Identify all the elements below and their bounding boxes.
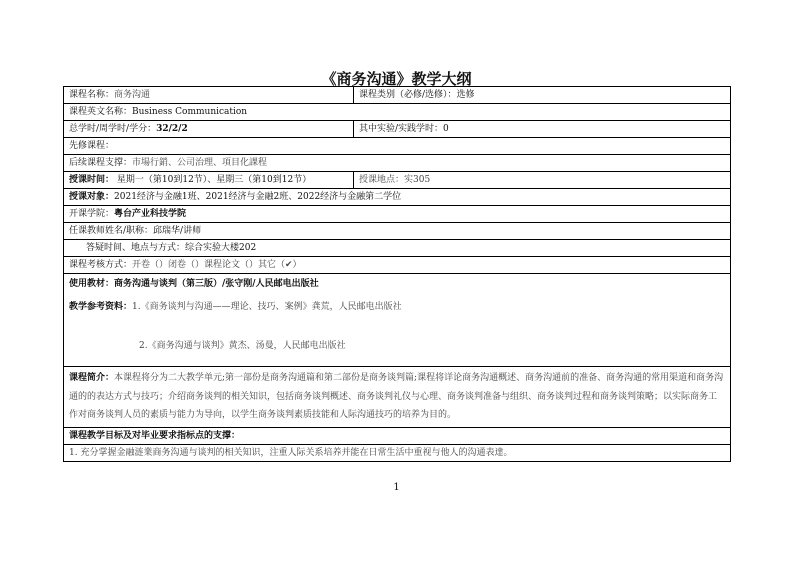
field-label: 先修课程：	[69, 141, 115, 151]
objective-item: 1. 充分掌握金融涟業商务沟通与谈判的相关知识，注重人际关系培养并能在日常生活中重视与他人的沟通表達。	[64, 444, 731, 461]
target-value: 2021经济与金融1班、2021经济与金融2班、2022经济与金融第二学位	[114, 192, 402, 202]
field-label: 开课学院：	[69, 209, 115, 219]
assessment-cell	[64, 257, 731, 274]
field-label: 其中实验/实践学时：	[359, 124, 444, 134]
hours-value: 32/2/2	[156, 124, 188, 134]
prerequisite-cell	[64, 138, 731, 155]
office-hours-cell	[64, 240, 731, 257]
intro-cell	[64, 367, 731, 428]
table-row	[64, 206, 731, 223]
field-label: 总学时/周学时/学分：	[69, 124, 157, 134]
intro-value: 本课程将分为二大教学单元;第一部份是商务沟通篇和第二部份是商务谈判篇;课程将详论商务沟通概述、商务沟通前的准备、商务沟通的常用渠道和商务沟通的的表达方式与技巧；介绍商务谈判的相关知识，包括商务谈判概述、商务谈判礼仪与心理、商务谈判准备与组织、商务谈判过程和商务谈判策略；以实际商务工作对商务谈判人员的素质与能力为导向，以学生商务谈判素质技能和人际沟通技巧的培养为目的。	[69, 373, 724, 420]
target-cell	[64, 189, 731, 206]
materials-cell	[64, 274, 731, 367]
objectives-title-cell: 课程教学目标及对毕业要求指标点的支撑：	[64, 427, 731, 444]
time-value: 星期一（第10到12节）、星期三（第10到12节）	[116, 175, 312, 185]
field-label: 课程英文名称：	[69, 107, 133, 117]
table-row	[64, 444, 731, 461]
table-row	[64, 274, 731, 367]
lab-hours-cell	[354, 121, 731, 138]
reference-item: 1.《商务谈判与沟通——理论、技巧、案例》龚荒，人民邮电出版社	[132, 302, 402, 312]
field-label: 课程名称：	[69, 90, 115, 100]
field-label: 授课时间：	[69, 175, 115, 185]
page-number: 1	[393, 482, 400, 493]
assessment-value: 开卷（）闭卷（）课程论文（）其它（✔）	[132, 260, 302, 270]
table-row	[64, 155, 731, 172]
english-name-cell	[64, 104, 731, 121]
field-label: 课程考核方式：	[69, 260, 133, 270]
teacher-cell	[64, 223, 731, 240]
field-label: 使用教材：	[69, 279, 115, 289]
course-name-value: 商务沟通	[114, 90, 151, 100]
table-row	[64, 427, 731, 444]
field-label: 教学参考资料：	[69, 302, 133, 312]
table-row	[64, 257, 731, 274]
table-row	[64, 189, 731, 206]
course-type-value: 选修	[456, 90, 475, 100]
table-row	[64, 87, 731, 104]
field-label: 授课对象：	[69, 192, 115, 202]
table-row	[64, 104, 731, 121]
field-label: 后续课程支撑：	[69, 158, 133, 168]
time-cell	[64, 172, 354, 189]
field-label: 课程简介：	[69, 373, 115, 383]
textbook-value: 商务沟通与谈判（第三版）/张守刚/人民邮电出版社	[114, 279, 319, 289]
reference-item: 2.《商务沟通与谈判》黄杰、汤曼，人民邮电出版社	[139, 341, 346, 351]
college-value: 粤台产业科技学院	[114, 209, 187, 219]
table-row	[64, 367, 731, 428]
english-name-value: Business Communication	[132, 107, 248, 117]
references-line	[69, 299, 725, 316]
hours-cell	[64, 121, 354, 138]
field-label: 课程类别（必修/选修）：	[359, 90, 457, 100]
field-label: 答疑时间、地点与方式：	[86, 243, 186, 253]
course-name-cell	[64, 87, 354, 104]
office-hours-value: 综合实验大楼202	[185, 243, 257, 253]
follow-up-value: 市場行銷、公司治理、項目化課程	[132, 158, 268, 168]
field-label: 授课地点：	[359, 175, 405, 185]
table-row	[64, 223, 731, 240]
table-row	[64, 172, 731, 189]
course-type-cell	[354, 87, 731, 104]
table-row	[64, 121, 731, 138]
college-cell	[64, 206, 731, 223]
lab-hours-value: 0	[443, 124, 449, 134]
teacher-value: 邱瑞华/讲师	[153, 226, 202, 236]
document-title: 《商务沟通》教学大纲	[321, 70, 472, 88]
field-label: 任课教师姓名/职称：	[69, 226, 154, 236]
textbook-line	[69, 276, 725, 293]
table-row	[64, 240, 731, 257]
follow-up-cell	[64, 155, 731, 172]
location-cell	[354, 172, 731, 189]
location-value: 实305	[404, 175, 431, 185]
syllabus-table	[63, 86, 731, 462]
table-row	[64, 138, 731, 155]
